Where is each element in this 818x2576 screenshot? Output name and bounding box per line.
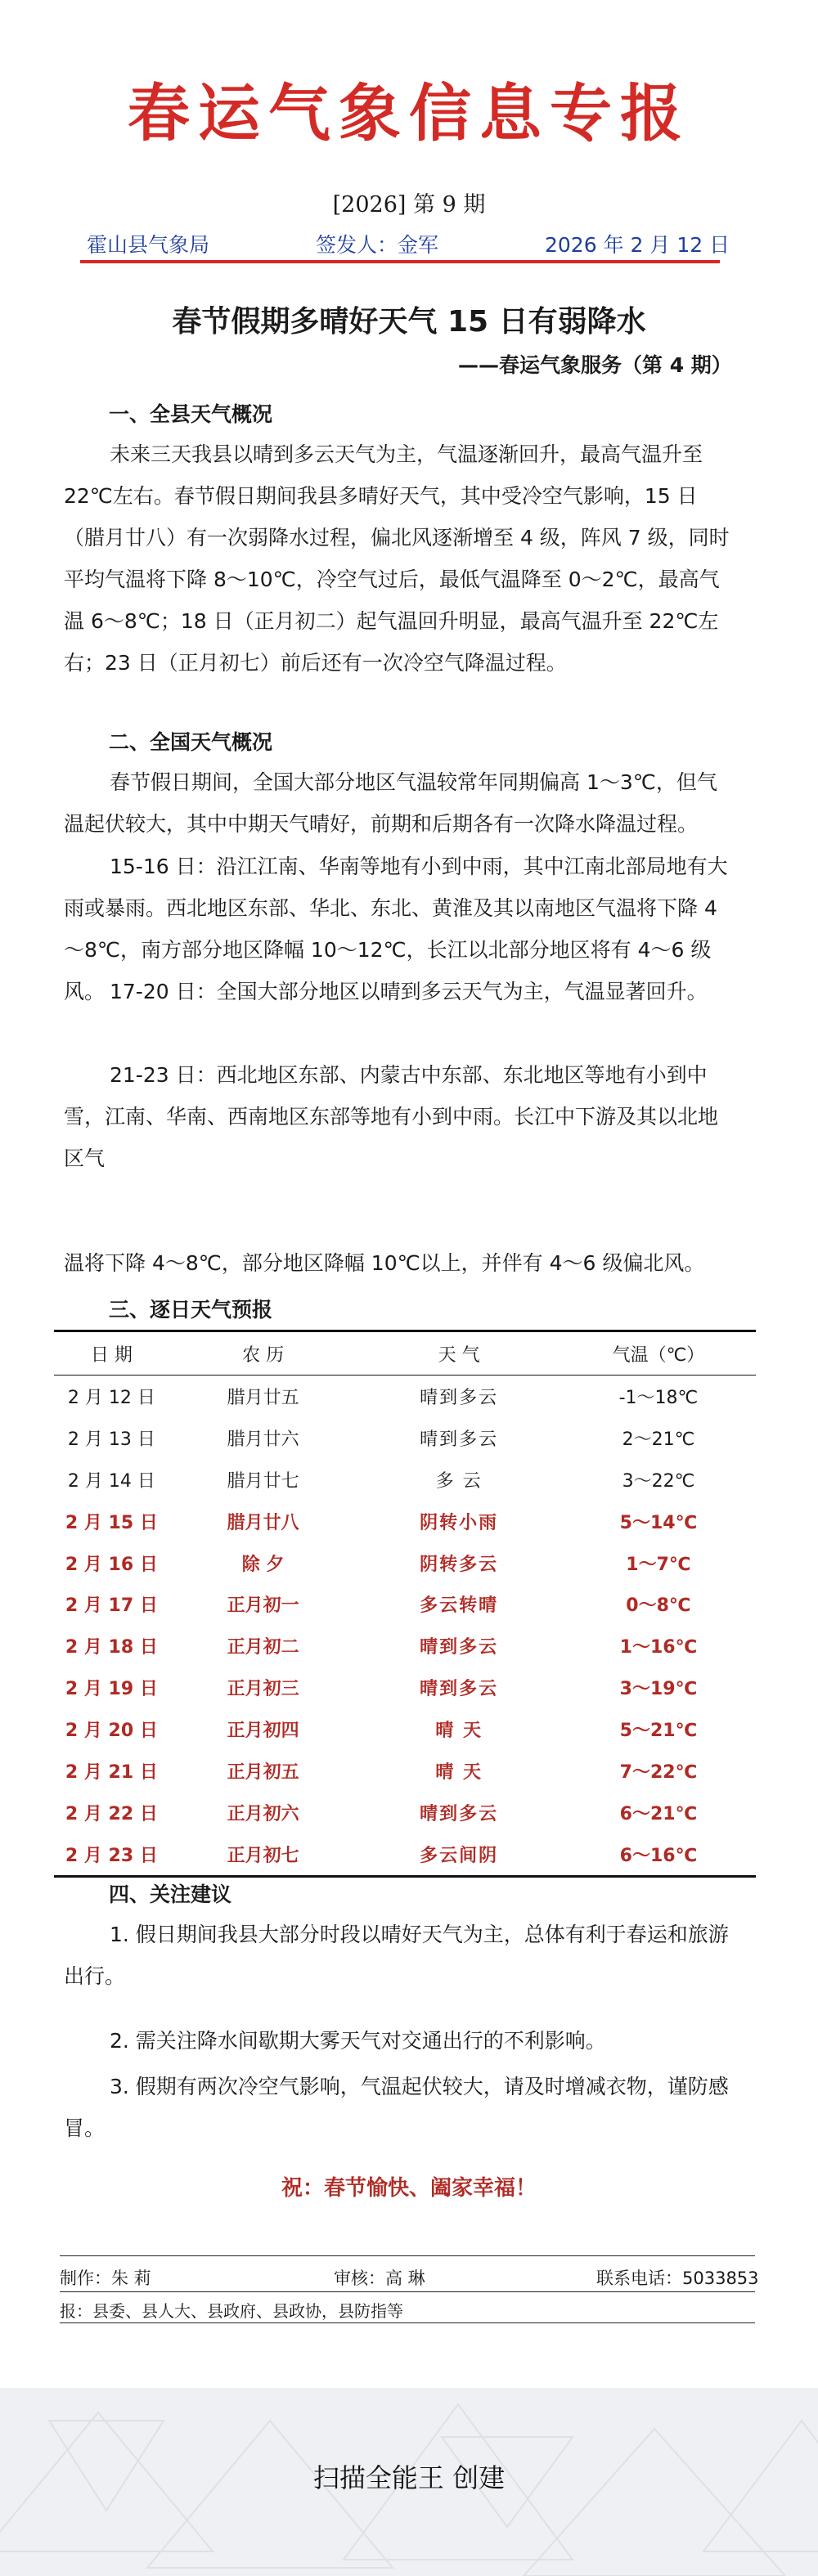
cell-weather: 阴转小雨 bbox=[420, 1512, 499, 1533]
cell-weather: 多 云 bbox=[435, 1470, 483, 1492]
cell-date: 2 月 22 日 bbox=[65, 1803, 158, 1824]
section2-paragraph-4: 21-23 日：西北地区东部、内蒙古中东部、东北地区等地有小到中雪，江南、华南、西南地区东部等地有小到中雨。长江中下游及其以北地区气 bbox=[64, 1063, 719, 1170]
headline: 春节假期多晴好天气 15 日有弱降水 bbox=[172, 305, 646, 339]
cell-date: 2 月 19 日 bbox=[65, 1679, 158, 1700]
cell-lunar-date: 腊月廿六 bbox=[227, 1429, 299, 1450]
cell-lunar-date: 除 夕 bbox=[241, 1554, 285, 1575]
section2-paragraph-4-continued: 温将下降 4～8℃，部分地区降幅 10℃以上，并伴有 4～6 级偏北风。 bbox=[64, 1251, 705, 1275]
cell-date: 2 月 20 日 bbox=[65, 1721, 158, 1742]
subtitle: ——春运气象服务（第 4 期） bbox=[458, 353, 732, 377]
cell-temperature: -1～18℃ bbox=[618, 1387, 699, 1408]
cell-date: 2 月 23 日 bbox=[54, 1833, 169, 1876]
issue-number bbox=[0, 186, 818, 218]
issue-date: 2026 年 2 月 12 日 bbox=[545, 233, 730, 257]
section2-paragraph-2: 15-16 日：沿江江南、华南等地有小到中雨，其中江南北部局地有大雨或暴雨。西北地区东部、华北、东北、黄淮及其以南地区气温将下降 4～8℃，南方部分地区降幅 10～12℃，长江以北部分地区将有 4～6 级风。 bbox=[64, 855, 728, 1003]
cell-date: 2 月 18 日 bbox=[65, 1637, 158, 1658]
cell-weather: 晴到多云 bbox=[420, 1429, 499, 1450]
column-header: 天 气 bbox=[357, 1331, 560, 1376]
cell-temperature: 5～14℃ bbox=[619, 1512, 698, 1533]
cell-weather: 晴到多云 bbox=[420, 1387, 499, 1408]
header-red-rule bbox=[80, 260, 720, 263]
cell-weather: 晴 天 bbox=[435, 1721, 483, 1742]
forecast-table bbox=[54, 1330, 756, 1878]
advice-item-1: 1. 假日期间我县大部分时段以晴好天气为主，总体有利于春运和旅游出行。 bbox=[64, 1923, 729, 1988]
cell-weather: 晴到多云 bbox=[420, 1679, 499, 1700]
cell-lunar-date: 正月初四 bbox=[227, 1721, 299, 1742]
cell-temperature: 6～21℃ bbox=[619, 1803, 698, 1824]
footer-top-rule bbox=[60, 2255, 755, 2256]
cell-lunar-date: 正月初二 bbox=[227, 1637, 299, 1658]
reviewer: 审核：高 琳 bbox=[334, 2269, 425, 2288]
forecast-row bbox=[54, 1792, 756, 1833]
cell-temperature: 7～22℃ bbox=[619, 1761, 698, 1783]
forecast-row bbox=[54, 1583, 756, 1625]
distribution-list: 报：县委、县人大、县政府、县政协，县防指等 bbox=[60, 2301, 403, 2321]
forecast-row bbox=[54, 1542, 756, 1584]
cell-weather: 晴到多云 bbox=[420, 1803, 499, 1824]
cell-temperature: 5～21℃ bbox=[619, 1721, 698, 1742]
forecast-row bbox=[54, 1833, 756, 1876]
footer-bottom-rule bbox=[60, 2322, 755, 2323]
forecast-header-row bbox=[54, 1331, 756, 1376]
cell-lunar-date: 正月初六 bbox=[227, 1803, 299, 1824]
section4-heading: 四、关注建议 bbox=[109, 1883, 232, 1906]
cell-date: 2 月 15 日 bbox=[65, 1512, 158, 1533]
cell-weather: 晴 天 bbox=[435, 1761, 483, 1783]
cell-weather: 晴到多云 bbox=[420, 1637, 499, 1658]
cell-lunar-date: 腊月廿七 bbox=[227, 1470, 299, 1492]
cell-lunar-date: 正月初三 bbox=[227, 1679, 299, 1700]
cell-lunar-date: 正月初七 bbox=[169, 1833, 357, 1876]
cell-lunar-date: 腊月廿八 bbox=[227, 1512, 299, 1533]
footer-mid-rule bbox=[60, 2291, 755, 2292]
cell-temperature: 1～16℃ bbox=[619, 1637, 698, 1658]
forecast-row bbox=[54, 1417, 756, 1459]
forecast-row bbox=[54, 1459, 756, 1501]
cell-temperature: 0～8℃ bbox=[626, 1595, 691, 1617]
cell-temperature: 3～22℃ bbox=[622, 1470, 695, 1492]
issuing-bureau: 霍山县气象局 bbox=[87, 233, 210, 257]
cell-temperature: 2～21℃ bbox=[622, 1429, 695, 1450]
forecast-row bbox=[54, 1376, 756, 1417]
cell-date: 2 月 12 日 bbox=[67, 1387, 155, 1408]
cell-lunar-date: 腊月廿五 bbox=[227, 1387, 299, 1408]
section2-paragraph-1: 春节假日期间，全国大部分地区气温较常年同期偏高 1～3℃，但气温起伏较大，其中中期天气晴好，前期和后期各有一次降水降温过程。 bbox=[64, 770, 717, 836]
cell-date: 2 月 17 日 bbox=[65, 1595, 158, 1617]
forecast-row bbox=[54, 1501, 756, 1542]
cell-temperature: 6～16℃ bbox=[561, 1833, 756, 1876]
scan-watermark-text: 扫描全能王 创建 bbox=[312, 2462, 506, 2493]
forecast-row bbox=[54, 1708, 756, 1750]
advice-item-3: 3. 假期有两次冷空气影响，气温起伏较大，请及时增减衣物，谨防感冒。 bbox=[64, 2075, 729, 2140]
section1-paragraph: 未来三天我县以晴到多云天气为主，气温逐渐回升，最高气温升至 22℃左右。春节假日期间我县多晴好天气，其中受冷空气影响，15 日（腊月廿八）有一次弱降水过程，偏北风逐渐增至 4 级，阵风 7 级，同时平均气温将下降 8～10℃，冷空气过后，最低气温降至 0～2℃，最高气温 6～8℃；18 日（正月初二）起气温回升明显，最高气温升至 22℃左右；23 日（正月初七）前后还有一次冷空气降温过程。 bbox=[64, 442, 730, 675]
greeting: 祝：春节愉快、阖家幸福！ bbox=[281, 2176, 537, 2201]
cell-date: 2 月 16 日 bbox=[65, 1554, 158, 1575]
section1-heading: 一、全县天气概况 bbox=[109, 402, 273, 426]
cell-date: 2 月 21 日 bbox=[65, 1761, 158, 1783]
section2-heading: 二、全国天气概况 bbox=[109, 730, 273, 754]
cell-weather: 多云转晴 bbox=[420, 1595, 499, 1617]
masthead-title: 春运气象信息专报 bbox=[128, 77, 690, 150]
forecast-row bbox=[54, 1667, 756, 1708]
signer: 签发人：金军 bbox=[316, 233, 439, 257]
section2-paragraph-3: 17-20 日：全国大部分地区以晴到多云天气为主，气温显著回升。 bbox=[110, 980, 708, 1003]
forecast-row bbox=[54, 1625, 756, 1667]
forecast-row bbox=[54, 1750, 756, 1792]
contact-phone: 联系电话：5033853 bbox=[596, 2269, 759, 2288]
advice-item-2: 2. 需关注降水间歇期大雾天气对交通出行的不利影响。 bbox=[110, 2029, 606, 2053]
issue-no: 第 9 期 bbox=[413, 192, 486, 218]
cell-weather: 阴转多云 bbox=[420, 1554, 499, 1575]
cell-temperature: 3～19℃ bbox=[619, 1679, 698, 1700]
issue-year: [2026] bbox=[332, 192, 407, 218]
column-header: 气温（℃） bbox=[561, 1331, 756, 1376]
column-header: 农 历 bbox=[169, 1331, 357, 1376]
cell-temperature: 1～7℃ bbox=[626, 1554, 691, 1575]
cell-date: 2 月 14 日 bbox=[67, 1470, 155, 1492]
cell-weather: 多云间阴 bbox=[357, 1833, 560, 1876]
cell-date: 2 月 13 日 bbox=[67, 1429, 155, 1450]
section3-heading: 三、逐日天气预报 bbox=[109, 1298, 273, 1322]
cell-lunar-date: 正月初一 bbox=[227, 1595, 299, 1617]
producer: 制作：朱 莉 bbox=[60, 2269, 151, 2288]
cell-lunar-date: 正月初五 bbox=[227, 1761, 299, 1783]
column-header: 日 期 bbox=[54, 1331, 169, 1376]
